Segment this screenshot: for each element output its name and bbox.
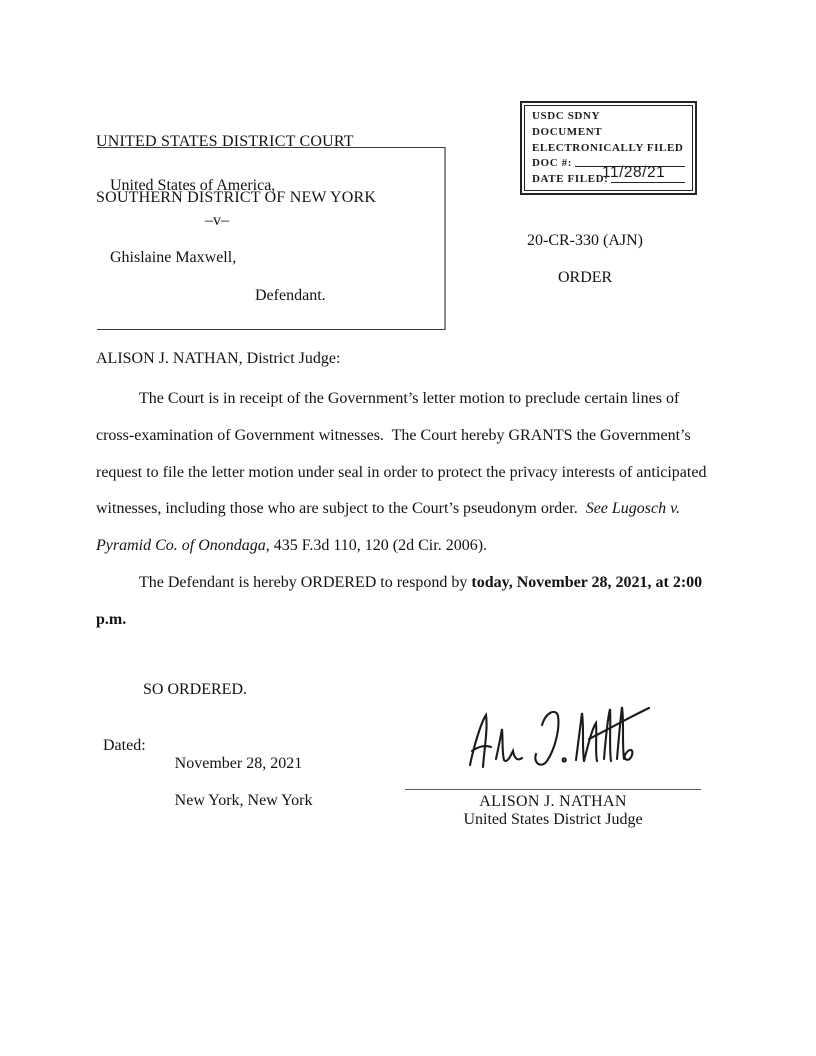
so-ordered-line: SO ORDERED. <box>143 681 248 698</box>
dated-block <box>103 737 312 829</box>
caption-plaintiff: United States of America, <box>110 177 276 194</box>
stamp-date-filed-label: DATE FILED: <box>532 173 609 185</box>
order-body-line <box>96 565 756 602</box>
court-name: UNITED STATES DISTRICT COURT <box>96 133 354 151</box>
dated-lines <box>151 737 313 829</box>
caption-versus: –v– <box>205 212 229 229</box>
order-title: ORDER <box>558 269 613 286</box>
dated-label: Dated: <box>103 737 146 754</box>
order-body-segment: p.m. <box>96 610 127 628</box>
order-body-line <box>96 528 756 565</box>
signer-name: ALISON J. NATHAN <box>479 793 627 810</box>
efiling-stamp <box>520 101 697 195</box>
judge-line: ALISON J. NATHAN, District Judge: <box>96 350 341 367</box>
signer-title: United States District Judge <box>463 811 643 829</box>
order-body <box>96 381 756 639</box>
order-body-segment: today, November 28, 2021, at 2:00 <box>471 573 703 591</box>
case-caption-box <box>97 147 446 330</box>
order-body-segment: The Court is in receipt of the Government’s letter motion to preclude certain lines of <box>139 390 680 407</box>
dated-date: November 28, 2021 <box>174 755 303 773</box>
district-name: SOUTHERN DISTRICT OF NEW YORK <box>96 188 377 206</box>
signature-line <box>405 789 701 790</box>
stamp-doc-number-label: DOC #: <box>532 157 572 170</box>
order-body-line <box>96 381 756 418</box>
order-body-line <box>96 602 756 639</box>
order-body-line <box>96 418 756 455</box>
order-body-line <box>96 455 756 492</box>
order-body-segment: cross-examination of Government witnesses. The Court hereby GRANTS the Government’s <box>96 426 691 444</box>
order-body-segment: witnesses, including those who are subject to the Court’s pseudonym order. <box>96 500 586 518</box>
stamp-date-value: 11/28/21 <box>602 164 666 181</box>
dated-place: New York, New York <box>174 792 313 810</box>
case-number: 20-CR-330 (AJN) <box>527 232 643 249</box>
caption-defendant-role: Defendant. <box>255 287 326 304</box>
handwritten-signature <box>462 701 652 787</box>
order-body-segment: The Defendant is hereby ORDERED to respond by <box>139 573 472 591</box>
order-body-segment: See Lugosch v. <box>585 500 681 518</box>
stamp-court-line: USDC SDNY <box>532 110 601 122</box>
order-body-segment: request to file the letter motion under seal in order to protect the privacy interests of anticipated <box>96 463 707 481</box>
stamp-document-line: DOCUMENT <box>532 125 603 138</box>
order-body-segment: Pyramid Co. of Onondaga <box>96 537 266 555</box>
signature-text-block <box>405 793 701 830</box>
order-body-line <box>96 491 756 528</box>
stamp-filed-line: ELECTRONICALLY FILED <box>532 141 684 154</box>
order-body-segment: , 435 F.3d 110, 120 (2d Cir. 2006). <box>265 537 488 555</box>
caption-defendant-name: Ghislaine Maxwell, <box>110 249 237 266</box>
